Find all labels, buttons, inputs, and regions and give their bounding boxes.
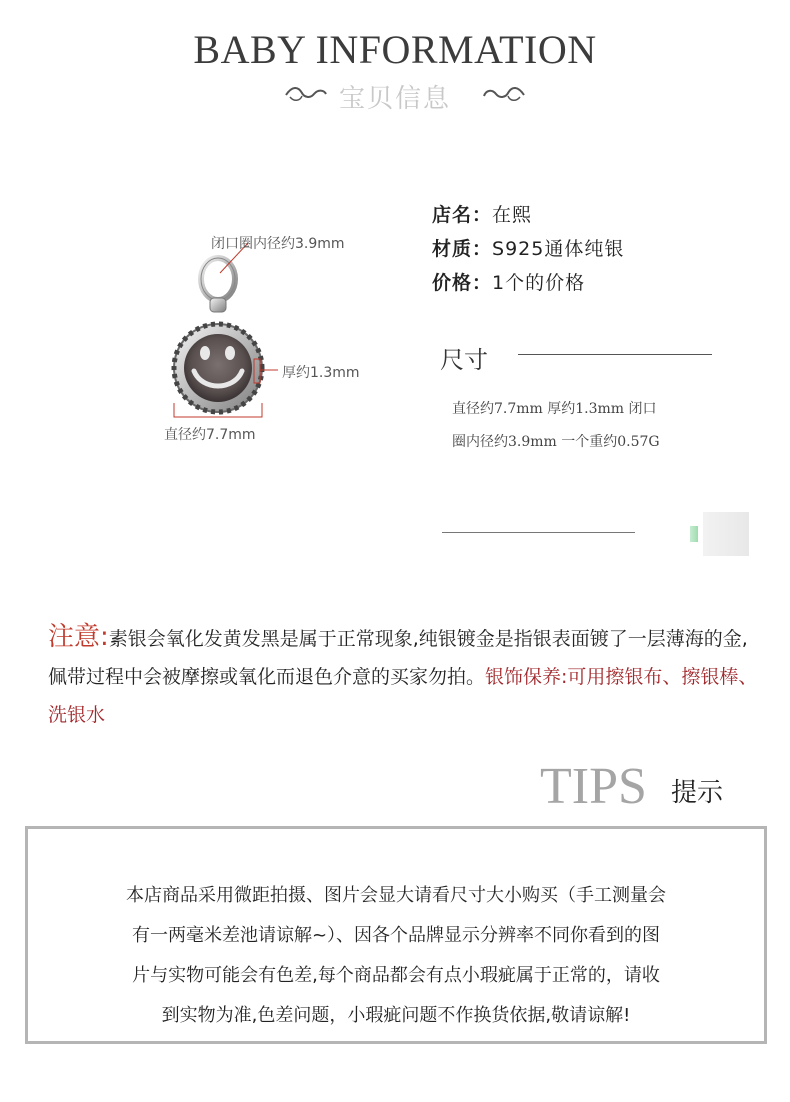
store-label: 店名： <box>432 204 493 226</box>
decorative-square <box>703 512 749 556</box>
size-heading: 尺寸 <box>440 346 488 374</box>
diameter-label: 直径约7.7mm <box>164 427 256 443</box>
product-diagram <box>150 225 400 455</box>
tips-line-4: 到实物为准,色差问题，小瑕疵问题不作换货依据,敬请谅解! <box>161 1005 631 1026</box>
thickness-label: 厚约1.3mm <box>282 365 360 381</box>
material-row <box>432 234 624 261</box>
size-line-1: 直径约7.7mm 厚约1.3mm 闭口 <box>452 401 657 417</box>
material-label: 材质： <box>432 238 493 260</box>
tips-body <box>25 876 767 1036</box>
material-value: S925通体纯银 <box>492 238 625 260</box>
tips-title-cn: 提示 <box>671 778 724 808</box>
size-line-2: 圈内径约3.9mm 一个重约0.57G <box>452 434 660 450</box>
page-title: BABY INFORMATION <box>193 27 597 72</box>
size-bottom-divider <box>442 532 635 533</box>
decorative-accent <box>690 526 698 542</box>
tips-line-3: 片与实物可能会有色差,每个商品都会有点小瑕疵属于正常的，请收 <box>132 965 660 986</box>
left-swirl-ornament <box>284 84 328 106</box>
tips-title: TIPS <box>540 758 647 815</box>
right-swirl-ornament <box>482 84 526 106</box>
price-label: 价格： <box>432 272 493 294</box>
page-subtitle: 宝贝信息 <box>338 84 451 114</box>
care-text: 银饰保养:可用擦银布、擦银棒、洗银水 <box>48 666 758 726</box>
store-row <box>432 200 532 227</box>
price-value: 1个的价格 <box>492 272 586 294</box>
notice-lead: 注意: <box>48 622 109 652</box>
notice-text: 素银会氧化发黄发黑是属于正常现象,纯银镀金是指银表面镀了一层薄海的金,佩带过程中会被摩擦或氧化而退色介意的买家勿拍。 <box>48 628 748 688</box>
size-divider <box>518 354 712 355</box>
smiley-charm-image <box>150 225 400 455</box>
notice-paragraph <box>48 618 760 734</box>
ring-diameter-label: 闭口圈内径约3.9mm <box>211 236 345 252</box>
price-row <box>432 268 585 295</box>
tips-line-1: 本店商品采用微距拍摄、图片会显大请看尺寸大小购买（手工测量会 <box>126 885 666 906</box>
store-value: 在熙 <box>492 204 533 226</box>
tips-line-2: 有一两毫米差池请谅解~）、因各个品牌显示分辨率不同你看到的图 <box>131 925 661 946</box>
